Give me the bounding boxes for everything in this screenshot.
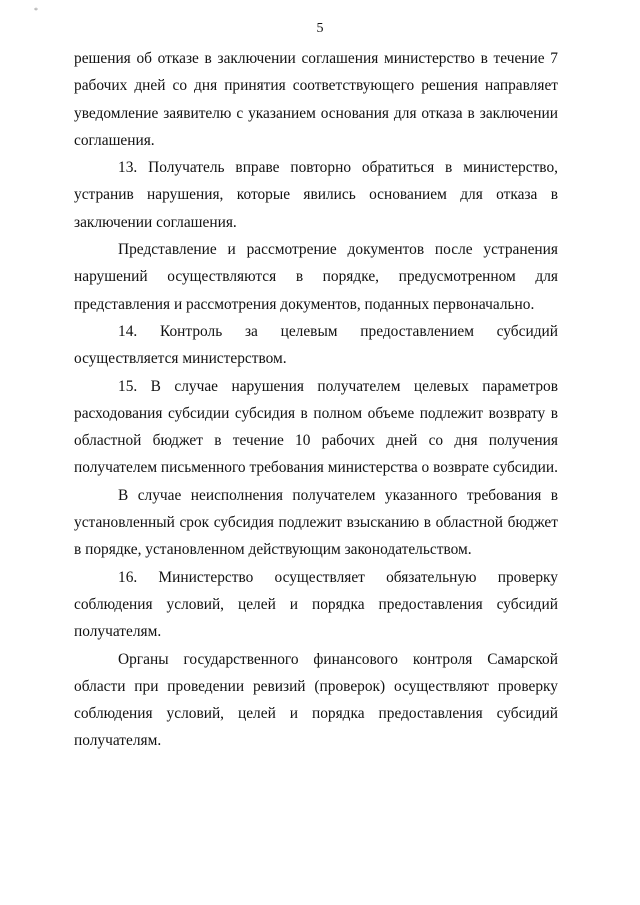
paragraph-rejection-notice: решения об отказе в заключении соглашения министерство в течение 7 рабочих дней со дня принятия соответствующего решения направляет уведомление заявителю с указанием основания для отказа в заключении соглашения. — [74, 50, 558, 149]
document-body — [74, 45, 558, 755]
paragraph-15-refund: 15. В случае нарушения получателем целевых параметров расходования субсидии субсидия в полном объеме подлежит возврату в областной бюджет в течение 10 рабочих дней со дня получения получателем письменного требования министерства о возврате субсидии. — [74, 377, 559, 477]
paragraph-recovery: В случае неисполнения получателем указанного требования в установленный срок субсидия подлежит взысканию в областной бюджет в порядке, установленном действующим законодательством. — [74, 486, 558, 559]
scan-corner-mark: * — [34, 6, 38, 15]
page-number: 5 — [316, 21, 324, 36]
paragraph-financial-control: Органы государственного финансового контроля Самарской области при проведении ревизий (проверок) осуществляют проверку соблюдения условий, целей и порядка предоставления субсидий получателям. — [74, 650, 558, 750]
paragraph-resubmission: Представление и рассмотрение документов после устранения нарушений осуществляются в порядке, предусмотренном для представления и рассмотрения документов, поданных первоначально. — [74, 241, 558, 313]
paragraph-14-control: 14. Контроль за целевым предоставлением субсидий осуществляется министерством. — [74, 322, 558, 368]
paragraph-13-reapply: 13. Получатель вправе повторно обратиться в министерство, устранив нарушения, которые явились основанием для отказа в заключении соглашения. — [74, 159, 558, 231]
paragraph-16-inspection: 16. Министерство осуществляет обязательную проверку соблюдения условий, целей и порядка предоставления субсидий получателям. — [74, 568, 558, 641]
